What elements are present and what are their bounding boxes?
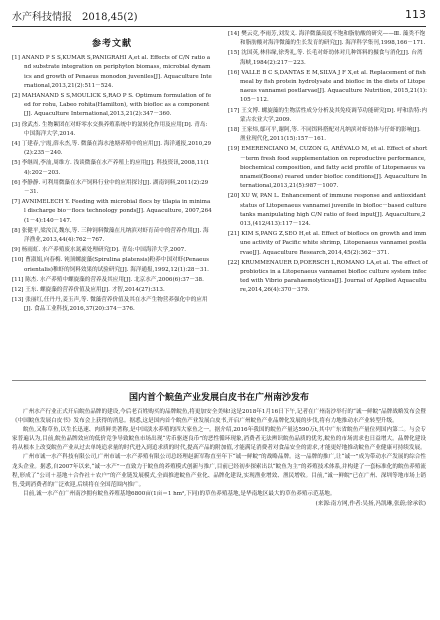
reference-item: [11] 陈杰. 水产养殖中螺旋藻的营养及其应用[J]. 北京水产,2006(6):37－38. bbox=[12, 276, 204, 283]
reference-item: [2] MAHANAND S S,MOULICK S,RAO P S. Optimum formulation of feed for rohu, Labeo rohita(Hamilton), with biofloc as a component[J]. Aquaculture International,2013,21(2):347－360. bbox=[12, 93, 212, 118]
news-paragraph: 广州市诚一水产科技有限公司,广州市诚一水产养殖有限公司总经理赵新军称直至年下“诚一鲜鲩”的战略品牌。这一品牌的推广,让“诚一”成为带动水产发展的综合性龙头企业。据悉,自2007年以来,“诚一水产”一直致力于鲩鱼的养殖模式创新与推广,目前已经初步探索出以“鲩鱼为主”的养殖技术体系,并构建了一套标准化的鲩鱼养殖流程,形成了“公司＋基地＋合作社＋农户”的产业链发展模式,全面推进鲩鱼产业化、品牌化建设,实现渔业增效、渔民增收。目前,“诚一鲜鲩”已在广州、深圳等地市场上销售,受到消费者的广泛欢迎,后续将在全国范围内推广。 bbox=[12, 454, 426, 488]
reference-item: [17] 王文博. 螺旋藻的生物活性成分分析及其免疫调节功能研究[D]. 呼和浩特:内蒙古农业大学,2009. bbox=[228, 107, 427, 123]
reference-item: [15] 沈国英,林伟缘,徐秀礼,等. 长毛对虾幼体对几种饵料的摄食与消化[J]. 台湾海峡,1984(2):217－223. bbox=[228, 50, 423, 66]
news-paragraph: 广州水产行业正式开启鲩鱼品牌的建设,今后老百姓购买的品牌鲩鱼,将更加安全美味!这是2018年1月16日下午,记者在广州南沙举行的“诚一鲜鲩”品牌战略发布会暨《中国鲩鱼发展白皮书》发布会上获得的消息。据悉,这是国内首个鲩鱼产业发展白皮书,开启广州鲩鱼产业品牌化发展的步伐,将有力地推动水产业转型升级。 bbox=[12, 409, 426, 425]
reference-item: [3] 徐武杰. 生物絮团在对虾零水交换养殖系统中的氮转化作用及应用[D]. 青岛:中国海洋大学,2014. bbox=[12, 121, 208, 137]
references-left-column bbox=[12, 40, 212, 316]
references-title: 参考文献 bbox=[91, 39, 132, 49]
reference-item: [13] 张丽红,任丹丹,姜玉声,等. 微藻营养价值及其在水产生物营养强化中的应用[J]. 食品工业科技,2016,37(20):374－376. bbox=[12, 297, 208, 313]
reference-item: [14] 樊云竞,李雨芳,刘发义. 海洋微藻高度不饱和脂肪酸的研究——Ⅲ. 藻类不饱和脂肪酸对海洋微藻的生长发育的研究[J]. 海洋科学集刊,1998,166－171. bbox=[228, 31, 426, 47]
news-title: 国内首个鲩鱼产业发展白皮书在广州南沙发布 bbox=[128, 393, 309, 403]
page-number: 113 bbox=[405, 8, 426, 21]
reference-item: [21] KIM S,PANG Z,SEO H,et al. Effect of bioflocs on growth and immune activity of Pacific white shrimp, Litopenaeus vannamei postlarvae[J]. Aquaculture Research,2014,45(2):362－371. bbox=[228, 231, 427, 256]
reference-item: [18] 王家炜,鄢可平,谢阿,等. 不同饵料搭配对凡纳滨对虾幼体与仔虾的影响[J]. 渔业现代化,2011(15):157－161. bbox=[228, 127, 421, 143]
news-article bbox=[12, 390, 426, 509]
news-credit: (来源:南方网,作者:吴扬,冯凯琳,张蔚;徐承钦) bbox=[315, 500, 426, 507]
reference-item: [4] 丁建春,宁霞,薛永杰,等. 微藻在海水池塘养殖中的应用[J]. 海洋通报,2010,29(2):235－240. bbox=[12, 141, 212, 157]
reference-item: [19] EMERENCIANO M, CUZON G, ARÉVALO M, et al. Effect of short－term fresh food supplementation on reproductive performance, biochemical composition, and fatty acid profile of Litopenaeus vannamei(Boone) reared under biofloc conditions[J]. Aquaculture International,2013,21(5):987－1007. bbox=[228, 146, 428, 190]
journal-title: 水产科技情报 2018,45(2) bbox=[12, 12, 138, 23]
reference-item: [10] 曹淑娟,向春梅. 钝顶螺旋藻(Spirulina platensis)粉养中国对虾(Penaeus orientalis)稚虾的饲料效果的试验研究[J]. 海洋通报,1992,12(1):28－31. bbox=[12, 257, 209, 273]
reference-item: [12] 王东. 螺旋藻的营养价值及应用[J]. 才智,2014(27):313. bbox=[12, 287, 165, 294]
reference-item: [9] 杨雨虹. 水产养殖废水氮素处理研究[D]. 青岛:中国海洋大学,2007. bbox=[12, 247, 186, 254]
reference-item: [6] 李静静. 可利用微藻在水产饲料行业中的应用探讨[J]. 湖南饲料,2011(2):29－31. bbox=[12, 179, 209, 196]
reference-item: [5] 李继周,李汕,周维方. 浅谈微藻在水产养殖上的应用[J]. 科技资讯,2008,11(14):202－203. bbox=[12, 160, 210, 176]
reference-item: [16] VALLE B C S,DANTAS E M,SILVA J F X,et al. Replacement of fishmeal by fish protein hydrolysate and biofloc in the diets of Litopenaeus vannamei postlarvae[J]. Aquaculture Nutrition, 2015,21(1):105－112. bbox=[228, 69, 427, 104]
news-paragraph: 鲩鱼,又称草鱼,以生长迅速、肉质鲜美著称,是中国淡水养殖的四大家鱼之一。据介绍,2016年我国的鲩鱼产量达590万t,其中广东省鲩鱼产量位列国内第二。与会专家普遍认为,目前,鲩鱼品牌效应的低价竞争导致鲩鱼市场出现“劣币驱逐良币”的恶性循环现象,消费者无法辨识鲩鱼品质的优劣,鲩鱼的市场需求也日益增大。品牌化建设将从根本上改变鲩鱼产业从过去单纯追求量的时代进入到追求质的时代,提高产品的附加值,才能满足消费者对食品安全的需求,才能更好地推动鲩鱼产业健康可持续发展。 bbox=[12, 427, 426, 452]
reference-item: [22] KRUMMENAUER D,POERSCH L,ROMANO LA,et al. The effect of probiotics in a Litopenaeus vannamei biofloc culture system infected with Vibrio parahaemolyticus[J]. Journal of Applied Aquaculture,2014,26(4):370－379. bbox=[228, 259, 428, 294]
reference-item: [8] 张健平,梁汝汉,魏东,等. 三种饲料微藻在凡纳滨对虾育苗中的营养作用[J]. 海洋渔业,2013,44(4):762－767. bbox=[12, 227, 209, 244]
news-paragraph: 目前,诚一水产在广州南沙拥有鲩鱼养殖基地6800亩(1亩＝1 hm²,下同)的草鱼养殖基地,是华南地区最大的草鱼养殖示范基地。 bbox=[23, 490, 336, 497]
page-header bbox=[12, 8, 426, 27]
reference-item: [7] AVNIMELECH Y. Feeding with microbial flocs by tilapia in minimal discharge bio－flocs technology ponds[J]. Aquaculture, 2007,264(1－4):140－147. bbox=[12, 199, 212, 224]
section-divider bbox=[12, 380, 426, 381]
reference-item: [20] XU W, PAN L. Enhancement of immune response and antioxidant status of Litopenaeus vannamei juvenile in biofloc－based culture tanks manipulating high C/N ratio of feed input[J]. Aquaculture,2013,(412/413):117－124. bbox=[228, 193, 427, 228]
reference-item: [1] ANAND P S S,KUMAR S,PANIGRAHI A,et al. Effects of C/N ratio and substrate integration on periphyton biomass, microbial dynamics and growth of Penaeus monodon juveniles[J]. Aquaculture International,2013,21(2):511－524. bbox=[12, 55, 212, 89]
references-right-column bbox=[228, 30, 428, 297]
